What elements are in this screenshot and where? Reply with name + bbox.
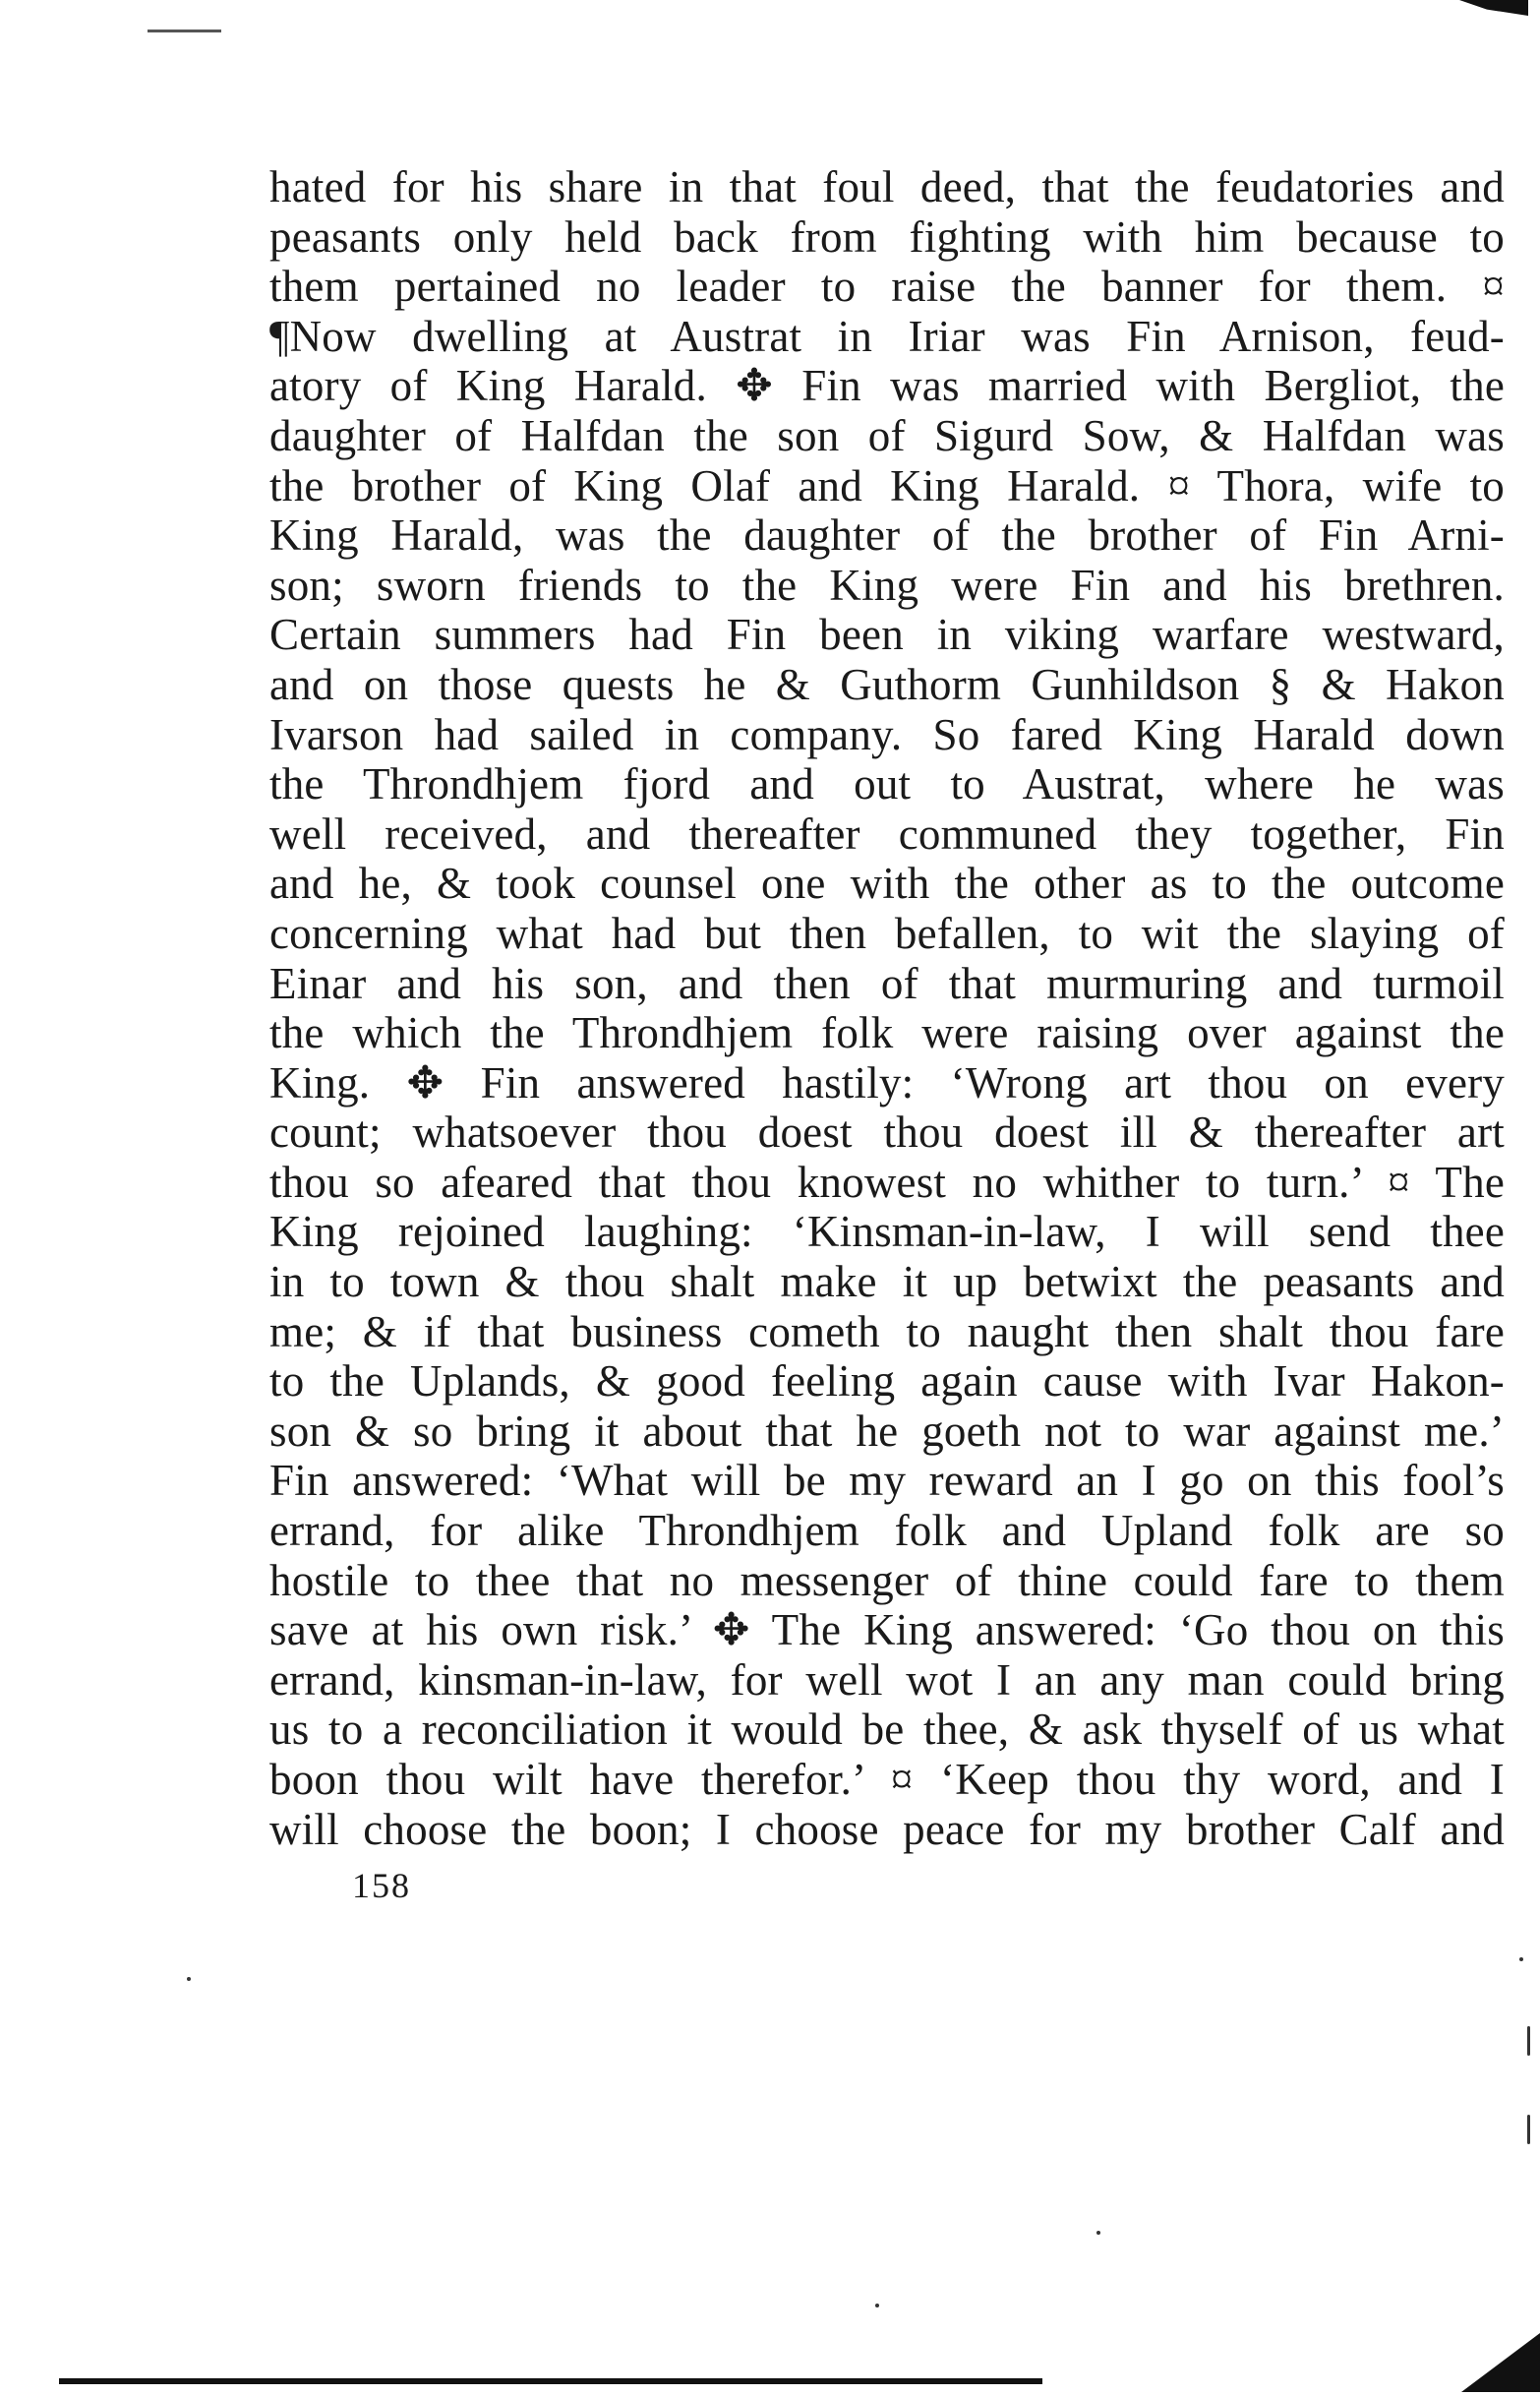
page-number: 158 (352, 1866, 411, 1905)
scan-speck (1096, 2231, 1100, 2235)
text-line: save at his own risk.’ ✥ The King answered: ‘Go thou on this (269, 1605, 1505, 1655)
text-line: boon thou wilt have therefor.’ ¤ ‘Keep thou thy word, and I (269, 1755, 1505, 1804)
scan-speck (187, 1977, 191, 1981)
text-line: and he, & took counsel one with the other as to the outcome (269, 859, 1505, 909)
text-line: King rejoined laughing: ‘Kinsman-in-law, I will send thee (269, 1207, 1505, 1257)
text-line: errand, kinsman-in-law, for well wot I an any man could bring (269, 1654, 1505, 1705)
text-line: will choose the boon; I choose peace for my brother Calf and (269, 1804, 1505, 1854)
text-line: hated for his share in that foul deed, that the feudatories and (269, 162, 1505, 211)
text-line: King Harald, was the daughter of the brother of Fin Arni- (269, 510, 1505, 561)
scan-speck (1519, 1957, 1523, 1961)
top-scan-scratch (148, 30, 221, 32)
bottom-corner-scan-mark (1461, 2333, 1540, 2392)
text-line: Certain summers had Fin been in viking warfare westward, (269, 610, 1505, 660)
text-line: in to town & thou shalt make it up betwixt the peasants and (269, 1257, 1505, 1307)
text-line: the brother of King Olaf and King Harald. ¤ Thora, wife to (269, 460, 1505, 510)
text-line: King. ✥ Fin answered hastily: ‘Wrong art thou on every (269, 1057, 1505, 1108)
text-line: peasants only held back from fighting with him because to (269, 211, 1505, 262)
text-line: daughter of Halfdan the son of Sigurd Sow, & Halfdan was (269, 410, 1505, 460)
text-line: Fin answered: ‘What will be my reward an I go on this fool’s (269, 1456, 1505, 1506)
text-line: the Throndhjem fjord and out to Austrat, where he was (269, 759, 1505, 809)
corner-scan-mark (1459, 0, 1528, 16)
text-line: to the Uplands, & good feeling again cause with Ivar Hakon- (269, 1356, 1505, 1407)
text-line: me; & if that business cometh to naught then shalt thou fare (269, 1306, 1505, 1356)
text-line: ¶Now dwelling at Austrat in Iriar was Fin Arnison, feud- (269, 311, 1505, 361)
text-line: son; sworn friends to the King were Fin and his brethren. (269, 560, 1505, 610)
text-line: count; whatsoever thou doest thou doest ill & thereafter art (269, 1108, 1505, 1158)
text-line: thou so afeared that thou knowest no whither to turn.’ ¤ The (269, 1157, 1505, 1207)
scan-speck (1527, 2115, 1530, 2144)
text-line: and on those quests he & Guthorm Gunhildson § & Hakon (269, 659, 1505, 709)
text-line: son & so bring it about that he goeth not to war against me.’ (269, 1406, 1505, 1456)
text-line: well received, and thereafter communed they together, Fin (269, 809, 1505, 859)
bottom-scan-edge (59, 2378, 1042, 2384)
text-line: concerning what had but then befallen, to wit the slaying of (269, 908, 1505, 958)
text-line: errand, for alike Throndhjem folk and Upland folk are so (269, 1506, 1505, 1556)
text-line: Ivarson had sailed in company. So fared King Harald down (269, 709, 1505, 759)
text-line: them pertained no leader to raise the banner for them. ¤ (269, 262, 1505, 312)
text-line: us to a reconciliation it would be thee, & ask thyself of us what (269, 1705, 1505, 1755)
text-line: Einar and his son, and then of that murmuring and turmoil (269, 958, 1505, 1008)
text-line: hostile to thee that no messenger of thine could fare to them (269, 1555, 1505, 1605)
text-line: atory of King Harald. ✥ Fin was married with Bergliot, the (269, 361, 1505, 411)
scan-speck (875, 2304, 879, 2307)
text-line: the which the Throndhjem folk were raising over against the (269, 1008, 1505, 1058)
scan-speck (1527, 2026, 1530, 2056)
body-text (269, 162, 1505, 1854)
